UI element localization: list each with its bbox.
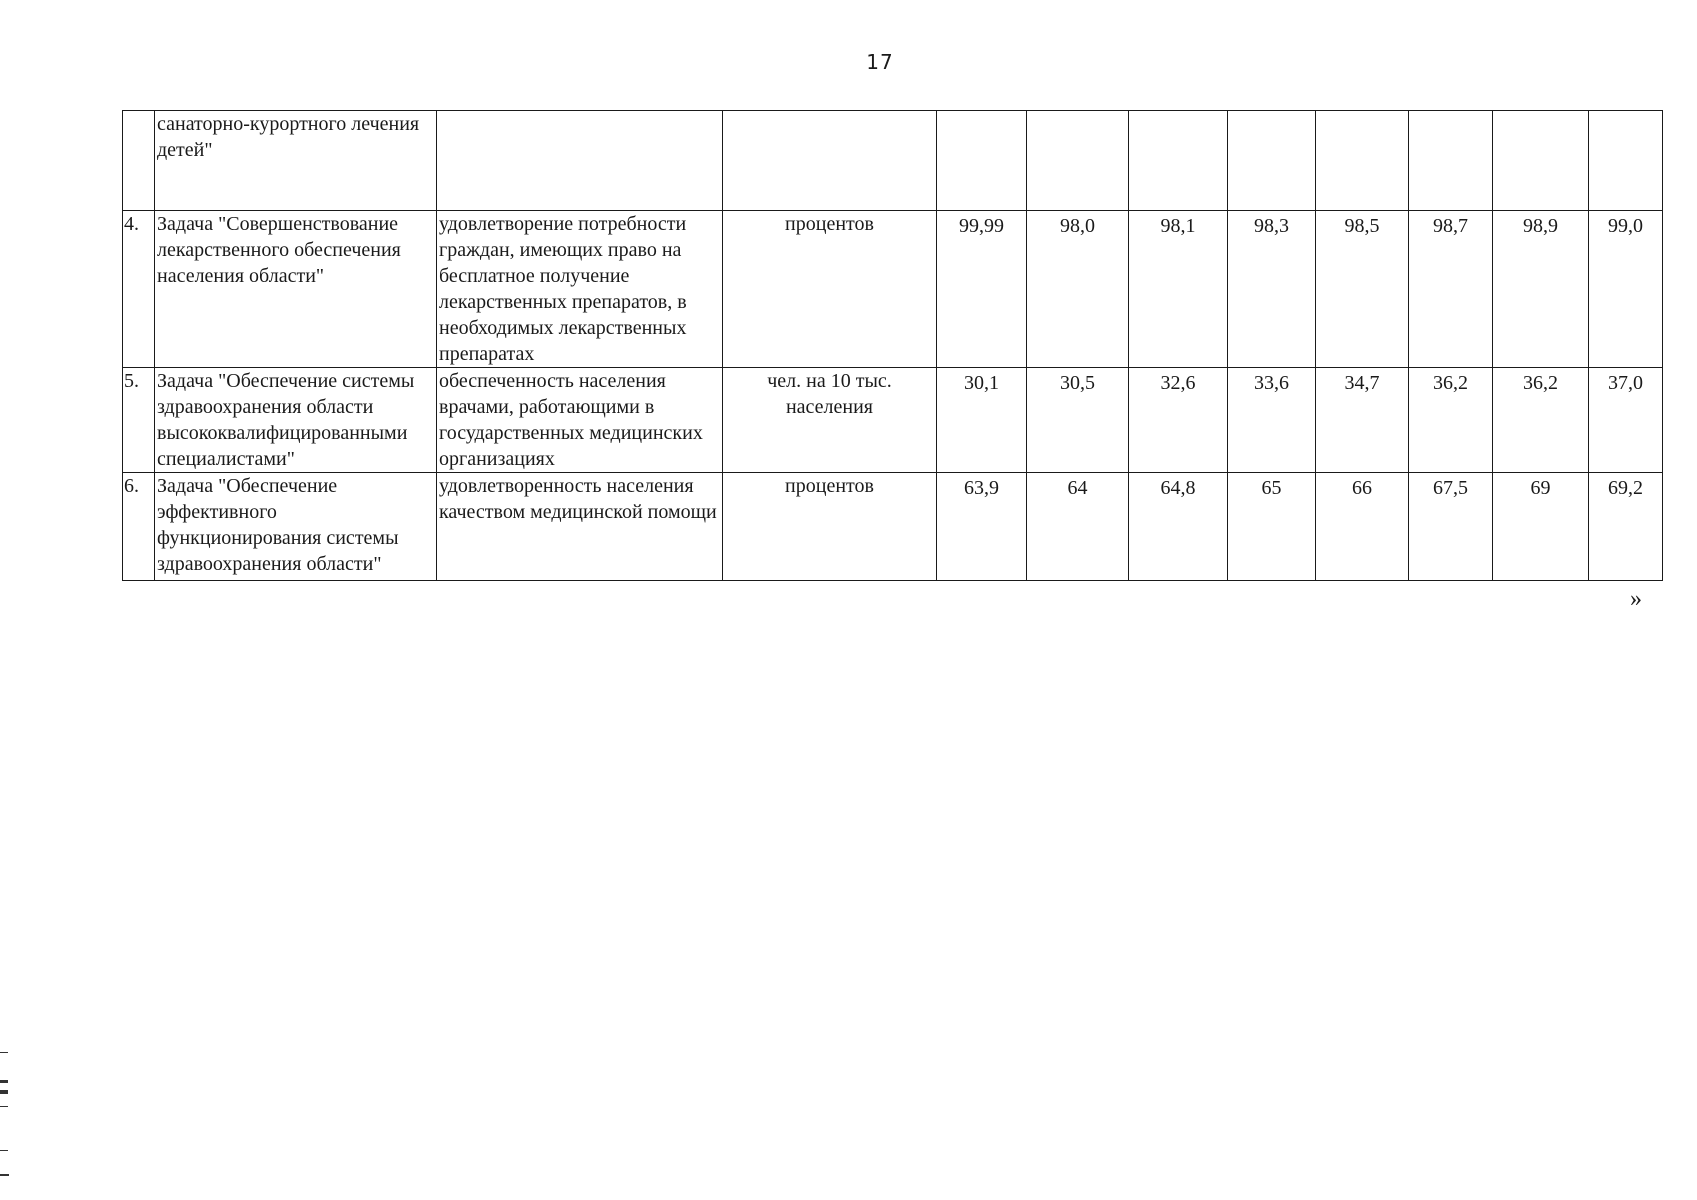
value-cell [1228,111,1316,211]
value-cell: 98,7 [1409,211,1493,368]
value-cell [1493,111,1589,211]
value-cell: 98,1 [1129,211,1228,368]
indicator-cell: удовлетворение потребности граждан, имеющих право на бесплатное получение лекарственных препаратов, в необходимых лекарственных препаратах [437,211,723,368]
value-cell: 98,3 [1228,211,1316,368]
row-number: 4. [123,211,155,368]
value-cell: 30,5 [1027,368,1129,473]
row-number: 5. [123,368,155,473]
unit-cell: процентов [723,211,937,368]
row-number: 6. [123,473,155,581]
scan-margin-mark [0,1052,8,1053]
value-cell: 66 [1316,473,1409,581]
value-cell [1316,111,1409,211]
value-cell: 99,0 [1589,211,1663,368]
unit-cell [723,111,937,211]
page-number: 17 [866,50,894,74]
indicator-cell: обеспеченность населения врачами, работающими в государственных медицинских организациях [437,368,723,473]
value-cell: 36,2 [1409,368,1493,473]
value-cell [1589,111,1663,211]
value-cell [1027,111,1129,211]
table-row [123,368,1663,473]
scan-margin-mark [0,1150,8,1151]
value-cell: 33,6 [1228,368,1316,473]
value-cell: 64,8 [1129,473,1228,581]
task-cell: Задача "Совершенствование лекарственного обеспечения населения области" [155,211,437,368]
value-cell: 32,6 [1129,368,1228,473]
value-cell: 69 [1493,473,1589,581]
scan-margin-mark [0,1174,9,1176]
indicator-cell [437,111,723,211]
table-row [123,473,1663,581]
value-cell: 64 [1027,473,1129,581]
value-cell: 67,5 [1409,473,1493,581]
value-cell [937,111,1027,211]
indicators-table [122,110,1663,581]
value-cell [1409,111,1493,211]
unit-cell: процентов [723,473,937,581]
value-cell [1129,111,1228,211]
table-row [123,211,1663,368]
value-cell: 34,7 [1316,368,1409,473]
closing-quote: » [1630,586,1642,612]
value-cell: 63,9 [937,473,1027,581]
value-cell: 98,5 [1316,211,1409,368]
value-cell: 98,0 [1027,211,1129,368]
scan-margin-mark [0,1090,8,1094]
value-cell: 37,0 [1589,368,1663,473]
scan-margin-mark [0,1080,8,1083]
task-cell: Задача "Обеспечение системы здравоохранения области высококвалифицированными специалистами" [155,368,437,473]
value-cell: 99,99 [937,211,1027,368]
value-cell: 98,9 [1493,211,1589,368]
value-cell: 30,1 [937,368,1027,473]
indicator-cell: удовлетворенность населения качеством медицинской помощи [437,473,723,581]
value-cell: 69,2 [1589,473,1663,581]
row-number [123,111,155,211]
scan-margin-mark [0,1106,8,1107]
table-row [123,111,1663,211]
value-cell: 36,2 [1493,368,1589,473]
task-cell: Задача "Обеспечение эффективного функционирования системы здравоохранения области" [155,473,437,581]
value-cell: 65 [1228,473,1316,581]
task-cell: санаторно-курортного лечения детей" [155,111,437,211]
unit-cell: чел. на 10 тыс. населения [723,368,937,473]
